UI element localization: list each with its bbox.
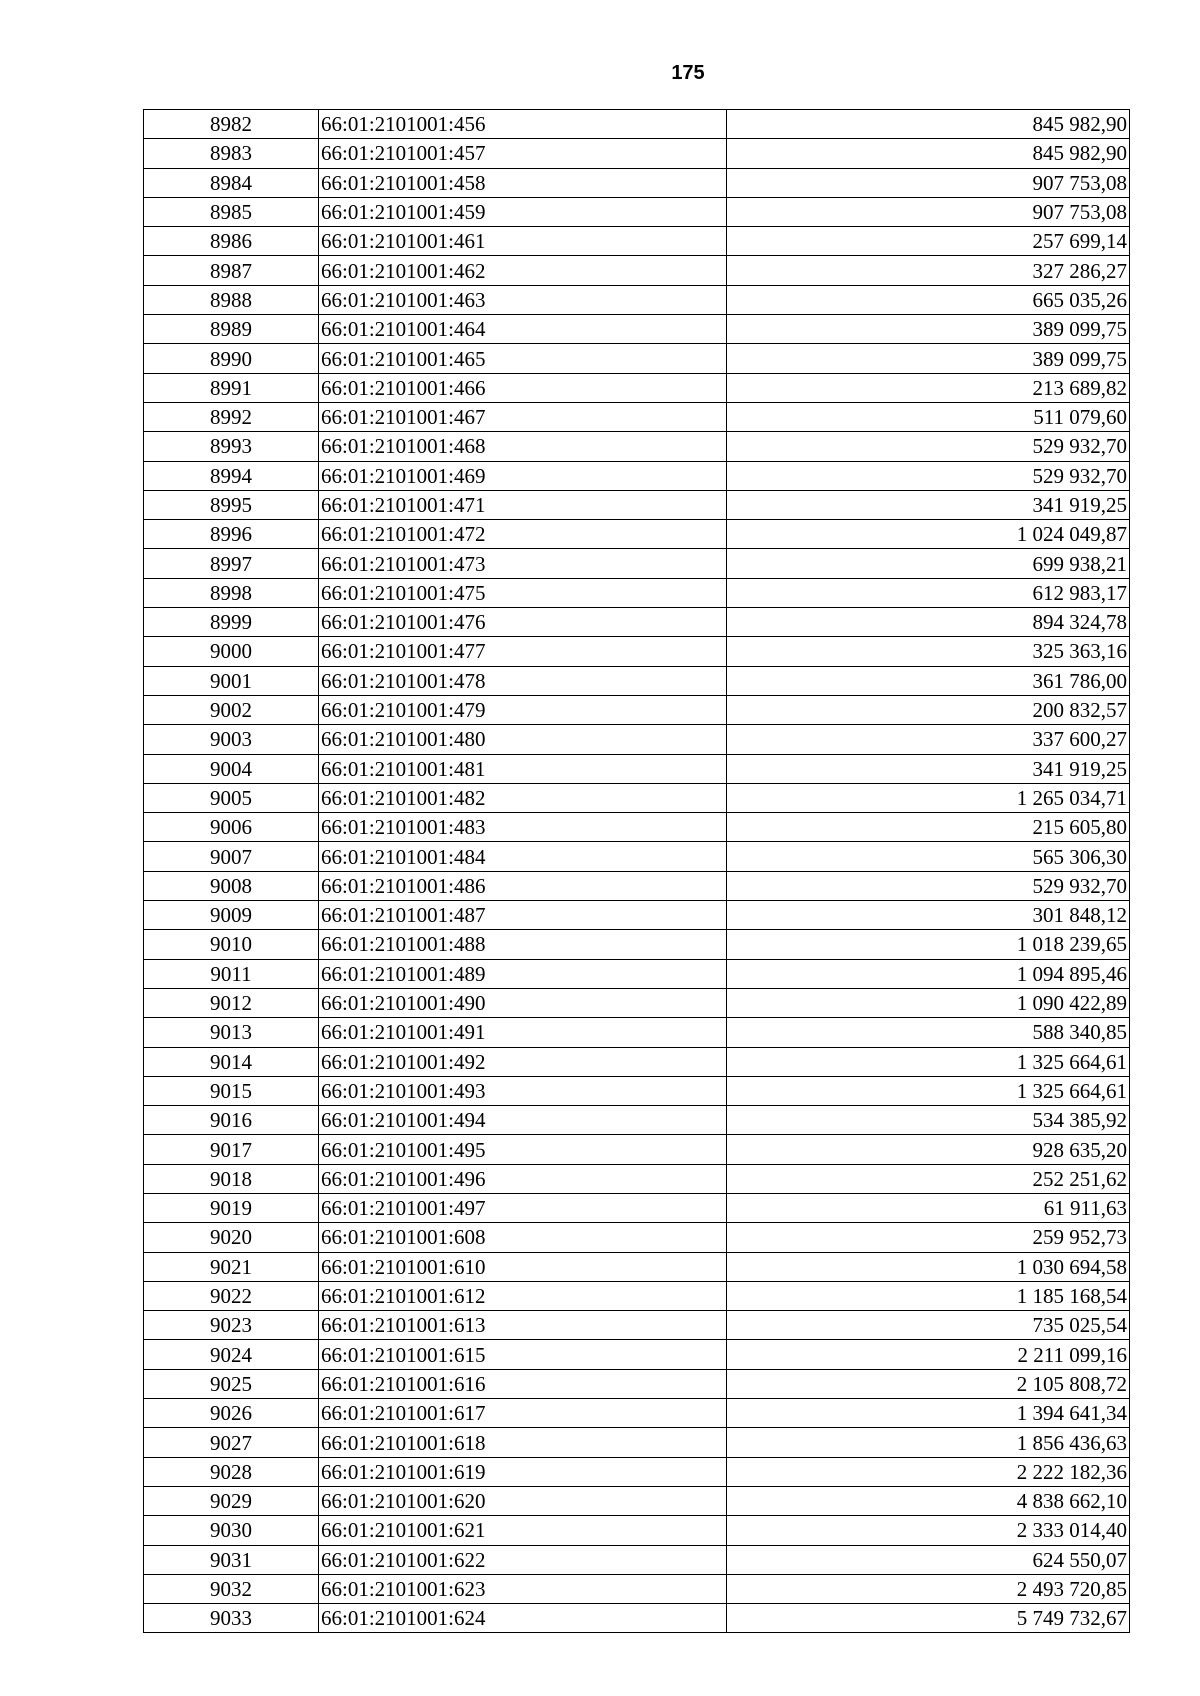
table-row <box>144 1252 1130 1281</box>
cadastral-value-cell: 1 265 034,71 <box>727 783 1130 812</box>
row-number-cell: 8984 <box>144 168 319 197</box>
cadastral-number-cell: 66:01:2101001:491 <box>319 1018 727 1047</box>
row-number-cell: 9009 <box>144 901 319 930</box>
table-row <box>144 1369 1130 1398</box>
row-number-cell: 9017 <box>144 1135 319 1164</box>
table-row <box>144 461 1130 490</box>
cadastral-number-cell: 66:01:2101001:619 <box>319 1457 727 1486</box>
cadastral-value-cell: 327 286,27 <box>727 256 1130 285</box>
table-row <box>144 1311 1130 1340</box>
row-number-cell: 9033 <box>144 1604 319 1633</box>
table-row <box>144 1164 1130 1193</box>
row-number-cell: 9028 <box>144 1457 319 1486</box>
cadastral-number-cell: 66:01:2101001:612 <box>319 1281 727 1310</box>
cadastral-value-cell: 301 848,12 <box>727 901 1130 930</box>
cadastral-number-cell: 66:01:2101001:465 <box>319 344 727 373</box>
cadastral-value-cell: 341 919,25 <box>727 754 1130 783</box>
cadastral-number-cell: 66:01:2101001:617 <box>319 1399 727 1428</box>
table-row <box>144 813 1130 842</box>
cadastral-value-cell: 1 018 239,65 <box>727 930 1130 959</box>
row-number-cell: 8988 <box>144 285 319 314</box>
cadastral-value-cell: 529 932,70 <box>727 432 1130 461</box>
row-number-cell: 8991 <box>144 373 319 402</box>
row-number-cell: 8992 <box>144 402 319 431</box>
cadastral-number-cell: 66:01:2101001:479 <box>319 695 727 724</box>
cadastral-number-cell: 66:01:2101001:613 <box>319 1311 727 1340</box>
table-row <box>144 549 1130 578</box>
cadastral-value-cell: 529 932,70 <box>727 461 1130 490</box>
cadastral-number-cell: 66:01:2101001:623 <box>319 1574 727 1603</box>
table-row <box>144 344 1130 373</box>
cadastral-value-cell: 699 938,21 <box>727 549 1130 578</box>
row-number-cell: 8982 <box>144 110 319 139</box>
cadastral-number-cell: 66:01:2101001:487 <box>319 901 727 930</box>
table-row <box>144 1516 1130 1545</box>
row-number-cell: 9008 <box>144 871 319 900</box>
cadastral-value-cell: 252 251,62 <box>727 1164 1130 1193</box>
row-number-cell: 9019 <box>144 1193 319 1222</box>
cadastral-value-cell: 1 856 436,63 <box>727 1428 1130 1457</box>
cadastral-number-cell: 66:01:2101001:473 <box>319 549 727 578</box>
table-row <box>144 1281 1130 1310</box>
cadastral-value-cell: 389 099,75 <box>727 344 1130 373</box>
row-number-cell: 9018 <box>144 1164 319 1193</box>
table-row <box>144 637 1130 666</box>
cadastral-number-cell: 66:01:2101001:475 <box>319 578 727 607</box>
row-number-cell: 9016 <box>144 1106 319 1135</box>
table-row <box>144 959 1130 988</box>
table-row <box>144 168 1130 197</box>
cadastral-number-cell: 66:01:2101001:464 <box>319 315 727 344</box>
cadastral-value-cell: 894 324,78 <box>727 608 1130 637</box>
row-number-cell: 8995 <box>144 490 319 519</box>
row-number-cell: 9029 <box>144 1486 319 1515</box>
row-number-cell: 9022 <box>144 1281 319 1310</box>
cadastral-value-cell: 5 749 732,67 <box>727 1604 1130 1633</box>
cadastral-number-cell: 66:01:2101001:480 <box>319 725 727 754</box>
cadastral-value-cell: 1 394 641,34 <box>727 1399 1130 1428</box>
table-row <box>144 1457 1130 1486</box>
table-row <box>144 1223 1130 1252</box>
cadastral-value-cell: 588 340,85 <box>727 1018 1130 1047</box>
table-row <box>144 315 1130 344</box>
cadastral-number-cell: 66:01:2101001:486 <box>319 871 727 900</box>
cadastral-value-cell: 907 753,08 <box>727 197 1130 226</box>
table-row <box>144 1193 1130 1222</box>
cadastral-number-cell: 66:01:2101001:457 <box>319 139 727 168</box>
table-row <box>144 842 1130 871</box>
table-row <box>144 1135 1130 1164</box>
row-number-cell: 9007 <box>144 842 319 871</box>
cadastral-number-cell: 66:01:2101001:620 <box>319 1486 727 1515</box>
cadastral-number-cell: 66:01:2101001:489 <box>319 959 727 988</box>
table-row <box>144 1340 1130 1369</box>
cadastral-number-cell: 66:01:2101001:494 <box>319 1106 727 1135</box>
table-row <box>144 1428 1130 1457</box>
row-number-cell: 8989 <box>144 315 319 344</box>
table-row <box>144 578 1130 607</box>
cadastral-number-cell: 66:01:2101001:624 <box>319 1604 727 1633</box>
row-number-cell: 9004 <box>144 754 319 783</box>
table-row <box>144 197 1130 226</box>
row-number-cell: 8990 <box>144 344 319 373</box>
cadastral-number-cell: 66:01:2101001:622 <box>319 1545 727 1574</box>
row-number-cell: 9031 <box>144 1545 319 1574</box>
row-number-cell: 8985 <box>144 197 319 226</box>
table-row <box>144 1604 1130 1633</box>
table-row <box>144 1076 1130 1105</box>
row-number-cell: 9021 <box>144 1252 319 1281</box>
table-row <box>144 871 1130 900</box>
cadastral-value-cell: 1 090 422,89 <box>727 988 1130 1017</box>
table-row <box>144 1486 1130 1515</box>
cadastral-number-cell: 66:01:2101001:472 <box>319 520 727 549</box>
cadastral-value-cell: 1 024 049,87 <box>727 520 1130 549</box>
cadastral-value-cell: 337 600,27 <box>727 725 1130 754</box>
cadastral-value-cell: 928 635,20 <box>727 1135 1130 1164</box>
cadastral-value-cell: 907 753,08 <box>727 168 1130 197</box>
cadastral-value-cell: 565 306,30 <box>727 842 1130 871</box>
row-number-cell: 9006 <box>144 813 319 842</box>
cadastral-number-cell: 66:01:2101001:497 <box>319 1193 727 1222</box>
cadastral-value-cell: 624 550,07 <box>727 1545 1130 1574</box>
cadastral-number-cell: 66:01:2101001:463 <box>319 285 727 314</box>
cadastral-value-cell: 361 786,00 <box>727 666 1130 695</box>
row-number-cell: 8987 <box>144 256 319 285</box>
row-number-cell: 9032 <box>144 1574 319 1603</box>
table-row <box>144 402 1130 431</box>
cadastral-value-cell: 213 689,82 <box>727 373 1130 402</box>
cadastral-number-cell: 66:01:2101001:471 <box>319 490 727 519</box>
cadastral-number-cell: 66:01:2101001:621 <box>319 1516 727 1545</box>
table-row <box>144 520 1130 549</box>
row-number-cell: 9026 <box>144 1399 319 1428</box>
row-number-cell: 9010 <box>144 930 319 959</box>
cadastral-value-cell: 2 222 182,36 <box>727 1457 1130 1486</box>
row-number-cell: 9023 <box>144 1311 319 1340</box>
cadastral-value-cell: 735 025,54 <box>727 1311 1130 1340</box>
cadastral-value-cell: 612 983,17 <box>727 578 1130 607</box>
row-number-cell: 9005 <box>144 783 319 812</box>
table-row <box>144 695 1130 724</box>
cadastral-value-cell: 4 838 662,10 <box>727 1486 1130 1515</box>
table-row <box>144 490 1130 519</box>
cadastral-number-cell: 66:01:2101001:482 <box>319 783 727 812</box>
table-row <box>144 608 1130 637</box>
cadastral-value-cell: 341 919,25 <box>727 490 1130 519</box>
table-row <box>144 256 1130 285</box>
row-number-cell: 9013 <box>144 1018 319 1047</box>
cadastral-value-cell: 257 699,14 <box>727 227 1130 256</box>
row-number-cell: 8994 <box>144 461 319 490</box>
cadastral-number-cell: 66:01:2101001:477 <box>319 637 727 666</box>
row-number-cell: 8993 <box>144 432 319 461</box>
cadastral-number-cell: 66:01:2101001:608 <box>319 1223 727 1252</box>
row-number-cell: 8983 <box>144 139 319 168</box>
row-number-cell: 8998 <box>144 578 319 607</box>
table-row <box>144 1106 1130 1135</box>
cadastral-number-cell: 66:01:2101001:615 <box>319 1340 727 1369</box>
cadastral-value-cell: 534 385,92 <box>727 1106 1130 1135</box>
cadastral-number-cell: 66:01:2101001:458 <box>319 168 727 197</box>
cadastral-number-cell: 66:01:2101001:481 <box>319 754 727 783</box>
cadastral-value-cell: 665 035,26 <box>727 285 1130 314</box>
cadastral-number-cell: 66:01:2101001:484 <box>319 842 727 871</box>
cadastral-value-cell: 1 030 694,58 <box>727 1252 1130 1281</box>
table-row <box>144 1018 1130 1047</box>
cadastral-number-cell: 66:01:2101001:468 <box>319 432 727 461</box>
cadastral-value-cell: 2 211 099,16 <box>727 1340 1130 1369</box>
cadastral-value-cell: 845 982,90 <box>727 110 1130 139</box>
cadastral-value-cell: 1 325 664,61 <box>727 1047 1130 1076</box>
table-row <box>144 110 1130 139</box>
cadastral-number-cell: 66:01:2101001:469 <box>319 461 727 490</box>
row-number-cell: 9020 <box>144 1223 319 1252</box>
cadastral-value-table <box>143 109 1130 1633</box>
cadastral-value-cell: 61 911,63 <box>727 1193 1130 1222</box>
table-row <box>144 930 1130 959</box>
table-row <box>144 1545 1130 1574</box>
table-row <box>144 1574 1130 1603</box>
row-number-cell: 9025 <box>144 1369 319 1398</box>
cadastral-value-cell: 1 094 895,46 <box>727 959 1130 988</box>
row-number-cell: 8996 <box>144 520 319 549</box>
table-row <box>144 666 1130 695</box>
cadastral-number-cell: 66:01:2101001:476 <box>319 608 727 637</box>
row-number-cell: 9030 <box>144 1516 319 1545</box>
cadastral-number-cell: 66:01:2101001:478 <box>319 666 727 695</box>
row-number-cell: 9002 <box>144 695 319 724</box>
row-number-cell: 8999 <box>144 608 319 637</box>
cadastral-value-cell: 259 952,73 <box>727 1223 1130 1252</box>
row-number-cell: 9015 <box>144 1076 319 1105</box>
row-number-cell: 9024 <box>144 1340 319 1369</box>
cadastral-number-cell: 66:01:2101001:490 <box>319 988 727 1017</box>
table-row <box>144 373 1130 402</box>
row-number-cell: 8997 <box>144 549 319 578</box>
table-row <box>144 725 1130 754</box>
cadastral-value-cell: 1 325 664,61 <box>727 1076 1130 1105</box>
table-row <box>144 1399 1130 1428</box>
cadastral-value-cell: 200 832,57 <box>727 695 1130 724</box>
cadastral-value-cell: 511 079,60 <box>727 402 1130 431</box>
row-number-cell: 9011 <box>144 959 319 988</box>
cadastral-value-cell: 215 605,80 <box>727 813 1130 842</box>
cadastral-number-cell: 66:01:2101001:466 <box>319 373 727 402</box>
table-row <box>144 1047 1130 1076</box>
table-row <box>144 901 1130 930</box>
table-row <box>144 285 1130 314</box>
row-number-cell: 9003 <box>144 725 319 754</box>
cadastral-number-cell: 66:01:2101001:618 <box>319 1428 727 1457</box>
cadastral-number-cell: 66:01:2101001:493 <box>319 1076 727 1105</box>
cadastral-number-cell: 66:01:2101001:461 <box>319 227 727 256</box>
cadastral-value-cell: 2 105 808,72 <box>727 1369 1130 1398</box>
cadastral-value-cell: 845 982,90 <box>727 139 1130 168</box>
row-number-cell: 9027 <box>144 1428 319 1457</box>
cadastral-number-cell: 66:01:2101001:459 <box>319 197 727 226</box>
table-row <box>144 783 1130 812</box>
table-body <box>144 110 1130 1633</box>
table-row <box>144 988 1130 1017</box>
cadastral-value-cell: 529 932,70 <box>727 871 1130 900</box>
table-row <box>144 432 1130 461</box>
cadastral-number-cell: 66:01:2101001:496 <box>319 1164 727 1193</box>
cadastral-number-cell: 66:01:2101001:492 <box>319 1047 727 1076</box>
row-number-cell: 9014 <box>144 1047 319 1076</box>
table-row <box>144 139 1130 168</box>
row-number-cell: 9012 <box>144 988 319 1017</box>
cadastral-number-cell: 66:01:2101001:488 <box>319 930 727 959</box>
row-number-cell: 8986 <box>144 227 319 256</box>
cadastral-number-cell: 66:01:2101001:462 <box>319 256 727 285</box>
page-number: 175 <box>671 62 705 84</box>
cadastral-value-cell: 1 185 168,54 <box>727 1281 1130 1310</box>
cadastral-number-cell: 66:01:2101001:495 <box>319 1135 727 1164</box>
cadastral-value-cell: 325 363,16 <box>727 637 1130 666</box>
cadastral-value-cell: 389 099,75 <box>727 315 1130 344</box>
cadastral-number-cell: 66:01:2101001:610 <box>319 1252 727 1281</box>
table-row <box>144 227 1130 256</box>
cadastral-number-cell: 66:01:2101001:616 <box>319 1369 727 1398</box>
cadastral-number-cell: 66:01:2101001:456 <box>319 110 727 139</box>
cadastral-number-cell: 66:01:2101001:483 <box>319 813 727 842</box>
table-row <box>144 754 1130 783</box>
cadastral-value-cell: 2 493 720,85 <box>727 1574 1130 1603</box>
row-number-cell: 9000 <box>144 637 319 666</box>
cadastral-value-cell: 2 333 014,40 <box>727 1516 1130 1545</box>
cadastral-number-cell: 66:01:2101001:467 <box>319 402 727 431</box>
row-number-cell: 9001 <box>144 666 319 695</box>
